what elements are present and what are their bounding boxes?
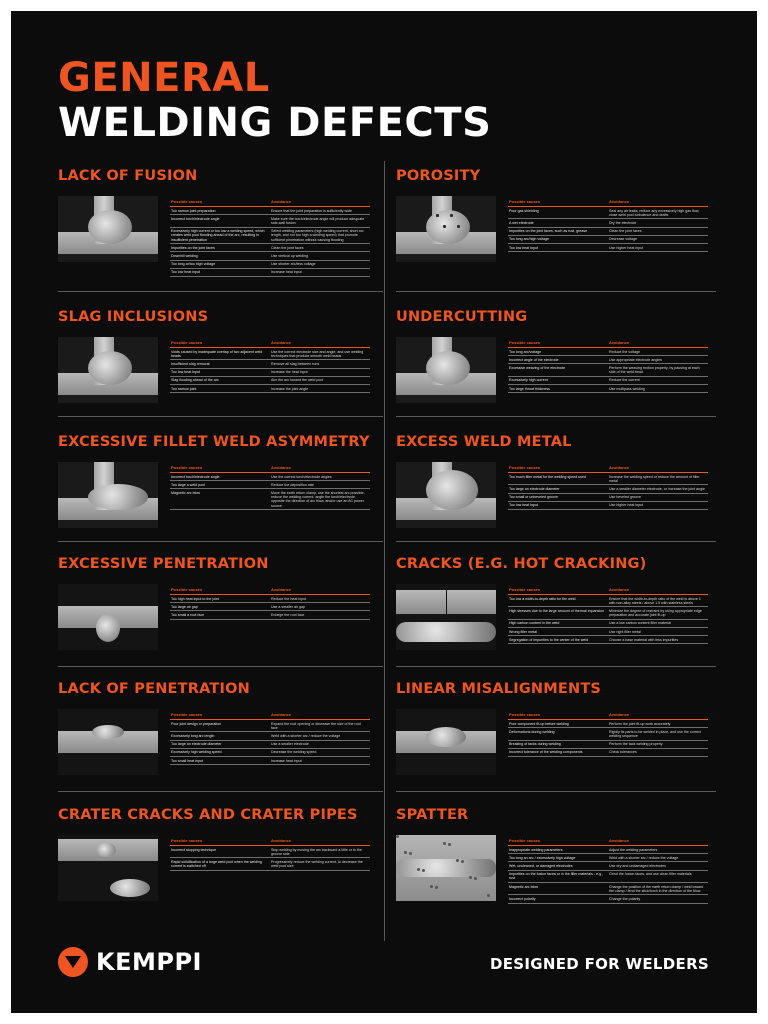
table-row bbox=[170, 603, 370, 611]
table-row bbox=[508, 595, 708, 607]
weld-photo-butt-penetration bbox=[58, 584, 158, 650]
causes-table bbox=[170, 339, 370, 393]
weld-photo-cracked-butt bbox=[396, 584, 496, 650]
section-title: CRACKS (E.G. HOT CRACKING) bbox=[396, 556, 647, 572]
cause-cell: Too long arc/voltage bbox=[508, 348, 608, 356]
table-row bbox=[170, 360, 370, 368]
avoidance-cell: Use a smaller air gap bbox=[270, 603, 370, 611]
row-divider bbox=[58, 666, 383, 667]
avoidance-cell: Expand the root opening or decrease the size of the root face bbox=[270, 720, 370, 732]
cause-cell: Poor gas shielding bbox=[508, 207, 608, 219]
weld-photo-butt-lack bbox=[58, 709, 158, 775]
cause-cell: Rapid solidification of a large weld pool when the welding current is switched off bbox=[170, 858, 270, 870]
avoidance-cell: Ensure that the joint preparation is sufficiently wide bbox=[270, 207, 370, 215]
avoidance-header: Avoidance bbox=[270, 464, 370, 473]
column-divider bbox=[384, 161, 385, 941]
table-row bbox=[508, 207, 708, 219]
avoidance-cell: Remove all slag between runs bbox=[270, 360, 370, 368]
weld-photo-excess-fillet bbox=[396, 462, 496, 528]
avoidance-cell: Choose a base material with less impurities bbox=[608, 636, 708, 644]
table-row bbox=[508, 740, 708, 748]
causes-header: Possible causes bbox=[508, 586, 608, 595]
cause-cell: Insufficient slag removal bbox=[170, 360, 270, 368]
avoidance-cell: Reduce the deposition rate bbox=[270, 481, 370, 489]
cause-cell: Excessively high welding speed bbox=[170, 748, 270, 756]
causes-table bbox=[508, 837, 708, 904]
table-row bbox=[508, 227, 708, 235]
table-row bbox=[508, 493, 708, 501]
cause-cell: Impurities on the joint faces bbox=[170, 244, 270, 252]
section-title: LACK OF PENETRATION bbox=[58, 681, 250, 697]
causes-header: Possible causes bbox=[170, 464, 270, 473]
avoidance-header: Avoidance bbox=[608, 586, 708, 595]
avoidance-cell: Make sure the torch/electrode angle will produce adequate side-wall fusion bbox=[270, 215, 370, 227]
cause-cell: Incorrect tolerance of the welding components bbox=[508, 748, 608, 756]
tagline: DESIGNED FOR WELDERS bbox=[490, 955, 710, 973]
avoidance-cell: Change the polarity bbox=[608, 895, 708, 903]
table-row bbox=[170, 252, 370, 260]
causes-header: Possible causes bbox=[170, 711, 270, 720]
cause-cell: Inappropriate welding parameters bbox=[508, 846, 608, 854]
poster bbox=[11, 11, 757, 1013]
cause-cell: Too narrow joint preparation bbox=[170, 207, 270, 215]
cause-cell: Incorrect stopping technique bbox=[170, 846, 270, 858]
section-title: EXCESS WELD METAL bbox=[396, 434, 572, 450]
table-row bbox=[508, 636, 708, 644]
cause-cell: Too low heat input bbox=[508, 244, 608, 252]
table-row bbox=[508, 728, 708, 740]
avoidance-cell: Dry the electrode bbox=[608, 219, 708, 227]
cause-cell: Excessive weaving of the electrode bbox=[508, 364, 608, 376]
section-title: SPATTER bbox=[396, 807, 469, 823]
causes-table bbox=[170, 464, 370, 510]
table-row bbox=[170, 268, 370, 276]
row-divider bbox=[58, 291, 383, 292]
table-row bbox=[170, 348, 370, 360]
table-row bbox=[508, 883, 708, 895]
table-row bbox=[170, 368, 370, 376]
table-row bbox=[508, 862, 708, 870]
avoidance-cell: Use vertical up welding bbox=[270, 252, 370, 260]
avoidance-cell: Use beveled groove bbox=[608, 493, 708, 501]
avoidance-cell: Select welding parameters (high welding current, short arc length, and not too high a welding speed) that promote sufficient penetration without causing flooding bbox=[270, 227, 370, 244]
weld-photo-asym-fillet bbox=[58, 462, 158, 528]
causes-header: Possible causes bbox=[508, 711, 608, 720]
weld-photo-slag-fillet bbox=[58, 337, 158, 403]
avoidance-header: Avoidance bbox=[270, 837, 370, 846]
kemppi-logo-icon bbox=[58, 947, 88, 977]
cause-cell: Too small heat input bbox=[170, 757, 270, 765]
table-row bbox=[508, 619, 708, 627]
table-row bbox=[508, 854, 708, 862]
cause-cell: Too large an electrode diameter bbox=[170, 740, 270, 748]
avoidance-cell: Adjust the welding parameters bbox=[608, 846, 708, 854]
avoidance-cell: Use the correct torch/electrode angles bbox=[270, 473, 370, 481]
table-row bbox=[508, 356, 708, 364]
table-row bbox=[170, 473, 370, 481]
row-divider bbox=[58, 791, 383, 792]
cause-cell: High stresses due to the large amount of thermal expansion bbox=[508, 607, 608, 619]
table-row bbox=[508, 235, 708, 243]
row-divider bbox=[396, 541, 716, 542]
row-divider bbox=[396, 791, 716, 792]
avoidance-cell: Increase the joint angle bbox=[270, 385, 370, 393]
cause-cell: Too low a width-to-depth ratio for the weld bbox=[508, 595, 608, 607]
cause-cell: Too large an electrode diameter bbox=[508, 485, 608, 493]
causes-table bbox=[508, 464, 708, 510]
brand-name: KEMPPI bbox=[96, 948, 202, 976]
avoidance-cell: Increase heat input bbox=[270, 757, 370, 765]
row-divider bbox=[396, 416, 716, 417]
title-line-1: GENERAL bbox=[58, 55, 270, 101]
table-row bbox=[170, 740, 370, 748]
avoidance-cell: Increase the heat input bbox=[270, 368, 370, 376]
cause-cell: Wet, uncleaned, or damaged electrodes bbox=[508, 862, 608, 870]
cause-cell: Too high heat input to the joint bbox=[170, 595, 270, 603]
table-row bbox=[508, 485, 708, 493]
causes-table bbox=[508, 586, 708, 644]
avoidance-cell: Clean the joint faces bbox=[270, 244, 370, 252]
table-row bbox=[170, 732, 370, 740]
avoidance-header: Avoidance bbox=[270, 339, 370, 348]
table-row bbox=[170, 748, 370, 756]
avoidance-cell: Seal any air leaks, reduce any excessively high gas flow, close weld pool turbulence and drafts bbox=[608, 207, 708, 219]
cause-cell: Breaking of tacks during welding bbox=[508, 740, 608, 748]
avoidance-cell: Ensure that the width-to-depth ratio of the weld is above 1 with non-alloy steels / above 1.5 with stainless steels bbox=[608, 595, 708, 607]
cause-cell: High carbon content in the weld bbox=[508, 619, 608, 627]
cause-cell: Too long or/too high voltage bbox=[170, 260, 270, 268]
causes-header: Possible causes bbox=[170, 198, 270, 207]
causes-header: Possible causes bbox=[170, 837, 270, 846]
cause-cell: Incorrect polarity bbox=[508, 895, 608, 903]
avoidance-cell: Change the position of the earth return clamp / weld toward the clamp / tend the stick/torch in the direction of the blow bbox=[608, 883, 708, 895]
avoidance-cell: Rigidly fix parts to be welded in place, and use the correct welding sequence bbox=[608, 728, 708, 740]
cause-cell: Too small a root face bbox=[170, 611, 270, 619]
cause-cell: Incorrect torch/electrode angle bbox=[170, 215, 270, 227]
cause-cell: Too large a weld pool bbox=[170, 481, 270, 489]
avoidance-header: Avoidance bbox=[608, 339, 708, 348]
table-row bbox=[170, 207, 370, 215]
avoidance-header: Avoidance bbox=[270, 586, 370, 595]
table-row bbox=[170, 215, 370, 227]
section-title: LINEAR MISALIGNMENTS bbox=[396, 681, 602, 697]
avoidance-cell: Increase heat input bbox=[270, 268, 370, 276]
avoidance-header: Avoidance bbox=[270, 198, 370, 207]
table-row bbox=[508, 846, 708, 854]
table-row bbox=[508, 628, 708, 636]
avoidance-cell: Reduce the current bbox=[608, 376, 708, 384]
table-row bbox=[508, 607, 708, 619]
table-row bbox=[508, 473, 708, 485]
cause-cell: Magnetic arc blow bbox=[170, 489, 270, 510]
cause-cell: Deformations during welding bbox=[508, 728, 608, 740]
avoidance-cell: Stop welding by moving the arc backward a little or to the groove side bbox=[270, 846, 370, 858]
table-row bbox=[508, 376, 708, 384]
weld-photo-crater bbox=[58, 835, 158, 901]
avoidance-cell: Weld with a shorter arc / reduce the voltage bbox=[270, 732, 370, 740]
avoidance-cell: Minimize the degree of restraint by using appropriate edge preparation and accurate joint fit-up bbox=[608, 607, 708, 619]
causes-header: Possible causes bbox=[508, 198, 608, 207]
avoidance-cell: Progressively reduce the welding current, to decrease the weld pool size bbox=[270, 858, 370, 870]
cause-cell: Impurities on the joint faces, such as rust, grease bbox=[508, 227, 608, 235]
causes-table bbox=[170, 711, 370, 765]
avoidance-header: Avoidance bbox=[608, 198, 708, 207]
cause-cell: Too low heat input bbox=[170, 368, 270, 376]
section-title: POROSITY bbox=[396, 168, 481, 184]
avoidance-cell: Aim the arc toward the weld pool bbox=[270, 376, 370, 384]
causes-table bbox=[508, 198, 708, 252]
avoidance-cell: Weld with a shorter arc / reduce the voltage bbox=[608, 854, 708, 862]
table-row bbox=[508, 501, 708, 509]
section-title: CRATER CRACKS AND CRATER PIPES bbox=[58, 807, 358, 823]
table-row bbox=[170, 858, 370, 870]
row-divider bbox=[58, 541, 383, 542]
section-title: LACK OF FUSION bbox=[58, 168, 198, 184]
cause-cell: Downhill welding bbox=[170, 252, 270, 260]
causes-header: Possible causes bbox=[508, 339, 608, 348]
cause-cell: Slag flooding ahead of the arc bbox=[170, 376, 270, 384]
brand-logo bbox=[58, 947, 202, 977]
avoidance-cell: Reduce the heat input bbox=[270, 595, 370, 603]
avoidance-cell: Use higher heat input bbox=[608, 244, 708, 252]
section-title: EXCESSIVE PENETRATION bbox=[58, 556, 269, 572]
weld-photo-spatter-plate bbox=[396, 835, 496, 901]
cause-cell: Wrong filler metal bbox=[508, 628, 608, 636]
avoidance-cell: Use appropriate electrode angles bbox=[608, 356, 708, 364]
avoidance-cell: Move the earth return clamp, use the shortest arc possible, reduce the welding current, angle the torch/electrode opposite the direction of arc blow, and/or use an AC power source bbox=[270, 489, 370, 510]
cause-cell: Too long arc/high voltage bbox=[508, 235, 608, 243]
cause-cell: Too large air gap bbox=[170, 603, 270, 611]
weld-photo-porous-fillet bbox=[396, 196, 496, 262]
causes-table bbox=[170, 586, 370, 620]
table-row bbox=[170, 376, 370, 384]
row-divider bbox=[396, 666, 716, 667]
cause-cell: Too large throat thickness bbox=[508, 385, 608, 393]
cause-cell: Excessively high current or too low a welding speed, which creates weld pool flooding ahead of the arc, resulting in insufficient penetration bbox=[170, 227, 270, 244]
title-line-2: WELDING DEFECTS bbox=[58, 100, 492, 146]
avoidance-cell: Use dry and undamaged electrodes bbox=[608, 862, 708, 870]
cause-cell: Poor joint design or preparation bbox=[170, 720, 270, 732]
cause-cell: Poor component fit-up before welding bbox=[508, 720, 608, 728]
avoidance-cell: Use a low carbon content filler material bbox=[608, 619, 708, 627]
causes-header: Possible causes bbox=[508, 464, 608, 473]
avoidance-cell: Perform the tack welding properly bbox=[608, 740, 708, 748]
avoidance-cell: Grind the fusion faces, and use clean filler materials bbox=[608, 870, 708, 882]
table-row bbox=[170, 227, 370, 244]
cause-cell: Too much filler metal for the welding speed used bbox=[508, 473, 608, 485]
weld-photo-undercut-fillet bbox=[396, 337, 496, 403]
cause-cell: Too long an arc / excessively high voltage bbox=[508, 854, 608, 862]
avoidance-cell: Decrease the welding speed bbox=[270, 748, 370, 756]
table-row bbox=[170, 595, 370, 603]
avoidance-cell: Use higher heat input bbox=[608, 501, 708, 509]
table-row bbox=[508, 219, 708, 227]
table-row bbox=[508, 720, 708, 728]
table-row bbox=[170, 244, 370, 252]
avoidance-cell: Use multipass welding bbox=[608, 385, 708, 393]
table-row bbox=[508, 244, 708, 252]
avoidance-cell: Use right filler metal bbox=[608, 628, 708, 636]
causes-table bbox=[508, 339, 708, 393]
avoidance-header: Avoidance bbox=[270, 711, 370, 720]
causes-header: Possible causes bbox=[170, 339, 270, 348]
avoidance-cell: Perform the weaving motion properly, by pausing at each side of the weld bead bbox=[608, 364, 708, 376]
table-row bbox=[508, 748, 708, 756]
row-divider bbox=[396, 291, 716, 292]
section-title: SLAG INCLUSIONS bbox=[58, 309, 209, 325]
avoidance-cell: Enlarge the root face bbox=[270, 611, 370, 619]
cause-cell: Too low heat input bbox=[508, 501, 608, 509]
cause-cell: Magnetic arc blow bbox=[508, 883, 608, 895]
avoidance-cell: Use a smaller electrode bbox=[270, 740, 370, 748]
cause-cell: Too narrow joint bbox=[170, 385, 270, 393]
weld-photo-misaligned-butt bbox=[396, 709, 496, 775]
table-row bbox=[170, 489, 370, 510]
avoidance-cell: Reduce the voltage bbox=[608, 348, 708, 356]
table-row bbox=[170, 846, 370, 858]
avoidance-header: Avoidance bbox=[608, 711, 708, 720]
avoidance-header: Avoidance bbox=[608, 837, 708, 846]
cause-cell: Too small or unbeveled groove bbox=[508, 493, 608, 501]
table-row bbox=[170, 385, 370, 393]
cause-cell: Impurities on the fusion faces or in the filler materials - e.g., rust bbox=[508, 870, 608, 882]
table-row bbox=[170, 481, 370, 489]
causes-header: Possible causes bbox=[170, 586, 270, 595]
cause-cell: Incorrect torch/electrode angle bbox=[170, 473, 270, 481]
cause-cell: A wet electrode bbox=[508, 219, 608, 227]
causes-table bbox=[170, 837, 370, 871]
avoidance-cell: Use shorter arc/less voltage bbox=[270, 260, 370, 268]
avoidance-cell: Clean the joint faces bbox=[608, 227, 708, 235]
avoidance-cell: Perform the joint fit-up work accurately bbox=[608, 720, 708, 728]
weld-photo-fillet-joint bbox=[58, 196, 158, 262]
avoidance-cell: Decrease voltage bbox=[608, 235, 708, 243]
cause-cell: Excessively high current bbox=[508, 376, 608, 384]
table-row bbox=[508, 348, 708, 356]
causes-table bbox=[508, 711, 708, 757]
table-row bbox=[170, 720, 370, 732]
avoidance-cell: Check tolerances bbox=[608, 748, 708, 756]
table-row bbox=[508, 385, 708, 393]
avoidance-cell: Use the correct electrode size and angle, and use welding techniques that produce smooth weld beads bbox=[270, 348, 370, 360]
causes-table bbox=[170, 198, 370, 277]
causes-header: Possible causes bbox=[508, 837, 608, 846]
cause-cell: Too low heat input bbox=[170, 268, 270, 276]
cause-cell: Excessively long arc length bbox=[170, 732, 270, 740]
table-row bbox=[508, 870, 708, 882]
avoidance-header: Avoidance bbox=[608, 464, 708, 473]
section-title: UNDERCUTTING bbox=[396, 309, 528, 325]
table-row bbox=[170, 757, 370, 765]
cause-cell: Voids caused by inadequate overlap of two adjacent weld beads bbox=[170, 348, 270, 360]
row-divider bbox=[58, 416, 383, 417]
section-title: EXCESSIVE FILLET WELD ASYMMETRY bbox=[58, 434, 370, 450]
table-row bbox=[508, 364, 708, 376]
table-row bbox=[508, 895, 708, 903]
cause-cell: Incorrect angle of the electrode bbox=[508, 356, 608, 364]
cause-cell: Segregation of impurities to the center of the weld bbox=[508, 636, 608, 644]
table-row bbox=[170, 611, 370, 619]
avoidance-cell: Increase the welding speed or reduce the amount of filler metal bbox=[608, 473, 708, 485]
avoidance-cell: Use a smaller diameter electrode, or increase the joint angle bbox=[608, 485, 708, 493]
table-row bbox=[170, 260, 370, 268]
